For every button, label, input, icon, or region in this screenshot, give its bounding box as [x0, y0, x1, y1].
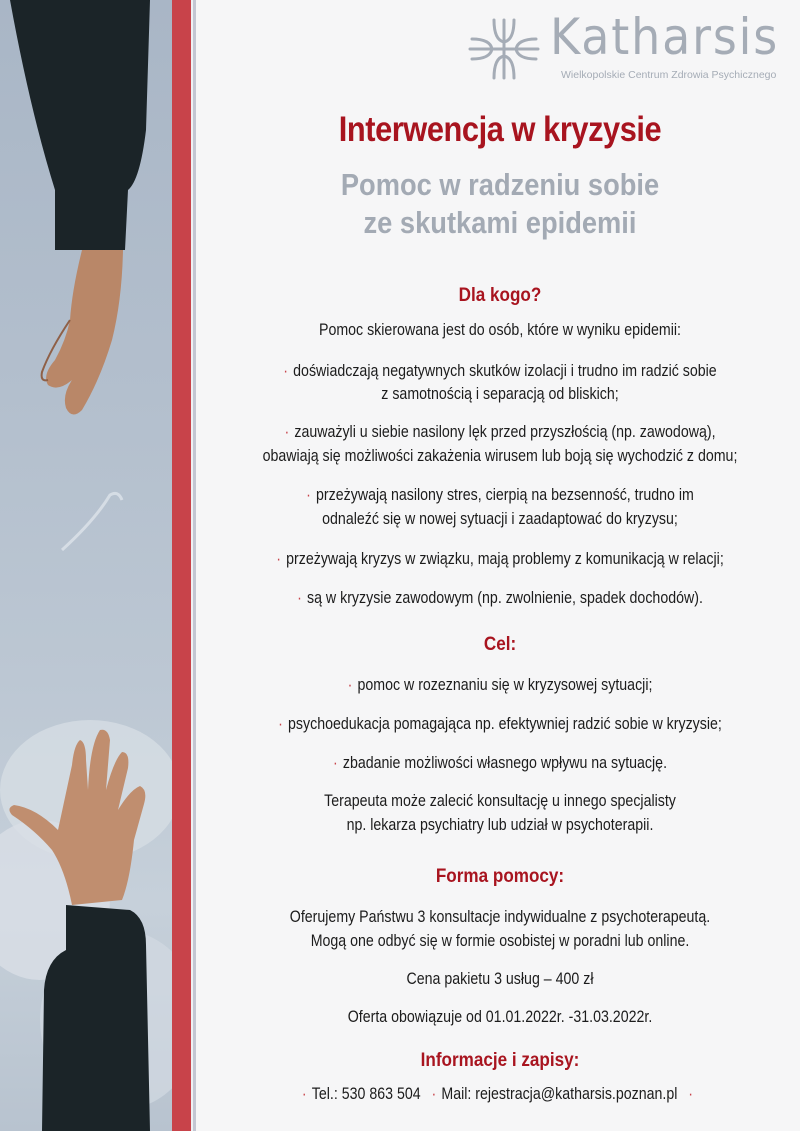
subtitle-line-2: ze skutkami epidemii	[363, 205, 637, 240]
cel-note-line-1: Terapeuta może zalecić konsultację u innego specjalisty	[324, 792, 676, 810]
list-item-cont: odnaleźć się w nowej sytuacji i zaadaptować do kryzysu;	[322, 510, 678, 528]
list-item: · są w kryzysie zawodowym (np. zwolnienie, spadek dochodów).	[297, 589, 703, 607]
phone-link[interactable]: Tel.: 530 863 504	[311, 1085, 421, 1103]
bullet-icon: ·	[283, 362, 289, 380]
bullet-icon: ·	[284, 423, 290, 441]
bullet-icon: ·	[332, 754, 338, 772]
validity-text: Oferta obowiązuje od 01.01.2022r. -31.03.2022r.	[347, 1008, 653, 1026]
hands-illustration	[0, 0, 172, 1131]
dla-kogo-intro: Pomoc skierowana jest do osób, które w wyniku epidemii:	[318, 321, 682, 339]
bullet-icon: ·	[688, 1085, 693, 1103]
subtitle-line-1: Pomoc w radzeniu sobie	[340, 167, 660, 202]
katharsis-logo	[464, 8, 784, 84]
gray-line-divider	[193, 0, 196, 1131]
hands-sky-photo	[0, 0, 172, 1131]
bullet-icon: ·	[301, 1085, 307, 1103]
forma-line-2: Mogą one odbyć się w formie osobistej w poradni lub online.	[310, 932, 690, 950]
logo-name: Katharsis	[550, 8, 780, 66]
price-text: Cena pakietu 3 usług – 400 zł	[406, 970, 594, 988]
list-item: · przeżywają kryzys w związku, mają problemy z komunikacją w relacji;	[276, 550, 724, 568]
list-item: · przeżywają nasilony stres, cierpią na bezsenność, trudno im	[306, 486, 694, 504]
section-heading-dla-kogo: Dla kogo?	[458, 285, 542, 306]
list-item-cont: obawiają się możliwości zakażenia wirusem lub boją się wychodzić z domu;	[262, 447, 738, 465]
page-subtitle	[236, 166, 764, 242]
forma-line-1: Oferujemy Państwu 3 konsultacje indywidualne z psychoterapeutą.	[289, 908, 711, 926]
bullet-icon: ·	[431, 1085, 437, 1103]
contact-line	[242, 1083, 758, 1105]
cel-note-line-2: np. lekarza psychiatry lub udział w psychoterapii.	[346, 816, 654, 834]
bullet-icon: ·	[306, 486, 311, 504]
list-item-cont: z samotnością i separacją od bliskich;	[381, 385, 619, 403]
list-item: · zbadanie możliwości własnego wpływu na sytuację.	[332, 754, 668, 772]
list-item: · psychoedukacja pomagająca np. efektywniej radzić sobie w kryzysie;	[278, 715, 722, 733]
bullet-icon: ·	[278, 715, 283, 733]
red-stripe-divider	[172, 0, 191, 1131]
psi-cross-icon	[464, 14, 544, 84]
page-title: Interwencja w kryzysie	[338, 110, 662, 149]
list-item: · pomoc w rozeznaniu się w kryzysowej sytuacji;	[347, 676, 653, 694]
bullet-icon: ·	[276, 550, 281, 568]
section-heading-forma: Forma pomocy:	[435, 866, 565, 887]
section-heading-cel: Cel:	[483, 634, 517, 655]
bullet-icon: ·	[297, 589, 302, 607]
email-link[interactable]: Mail: rejestracja@katharsis.poznan.pl	[441, 1085, 678, 1103]
list-item: · zauważyli u siebie nasilony lęk przed przyszłością (np. zawodową),	[284, 423, 716, 441]
flyer-content	[200, 0, 800, 1131]
list-item: · doświadczają negatywnych skutków izolacji i trudno im radzić sobie	[283, 362, 717, 380]
logo-subtitle: Wielkopolskie Centrum Zdrowia Psychicznego	[561, 69, 777, 81]
bullet-icon: ·	[347, 676, 353, 694]
section-heading-kontakt: Informacje i zapisy:	[420, 1050, 580, 1071]
